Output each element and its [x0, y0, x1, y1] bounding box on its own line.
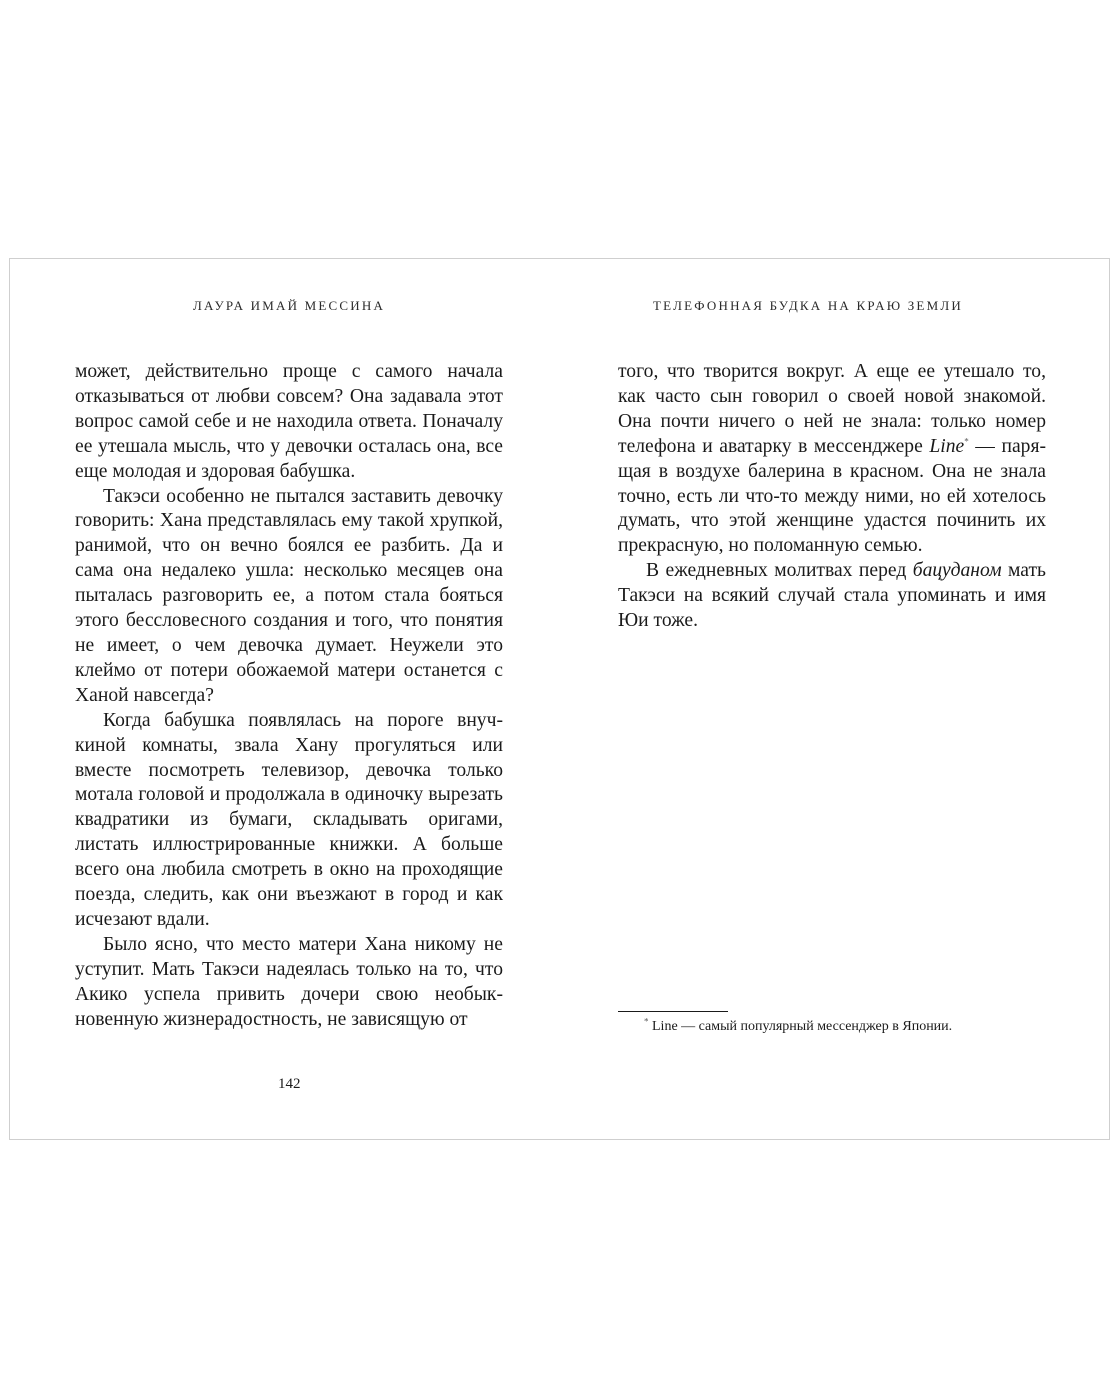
right-page-text — [618, 360, 1046, 634]
paragraph: Было ясно, что место матери Хана никому не уступит. Мать Такэси надеялась только на то, что Акико успела привить дочери свою необыкновенную жизнерадостность, не зависящую от — [75, 933, 503, 1030]
footnote-marker: * — [644, 1016, 649, 1027]
paragraph: Такэси особенно не пытался заставить девочку говорить: Хана представлялась ему такой хрупкой, ранимой, что он вечно боялся ее разбить. Да и сама она недалеко ушла: несколько месяцев она пыталась разговорить ее, а потом стала бояться этого бессловесного создания и того, что понятия не имеет, о чем девочка думает. Неужели это клеймо от потери обожаемой матери останется с Ханой навсегда? — [75, 485, 503, 706]
paragraph: Когда бабушка появлялась на пороге внучкиной комнаты, звала Хану прогуляться или вместе посмотреть телевизор, девочка только мотала головой и продолжала в одиночку вырезать квадратики из бумаги, складывать оригами, листать иллюстрированные книжки. А больше всего она любила смотреть в окно на проходящие поезда, следить, как они въезжают в город и как исчезают вдали. — [75, 709, 503, 930]
running-head-title: ТЕЛЕФОННАЯ БУДКА НА КРАЮ ЗЕМЛИ — [653, 298, 963, 313]
left-page-text — [75, 360, 503, 1032]
footnote-marker: * — [964, 436, 969, 447]
paragraph: может, действительно проще с самого начала отказываться от любви совсем? Она задавала этот вопрос самой себе и не находила ответа. Поначалу ее утешала мысль, что у девочки осталась она, все еще молодая и здоровая бабушка. — [75, 361, 503, 482]
italic-term: Line — [929, 435, 965, 457]
paragraph — [618, 559, 1046, 634]
paragraph-text: В ежедневных молитвах перед — [646, 560, 913, 582]
paragraph-text: — парящая в воздухе балерина в красном. Она не знала точно, есть ли что-то между ними, но ей хотелось думать, что этой женщине удастся починить их прекрасную, но поломанную семью. — [618, 435, 1046, 557]
italic-term: бацуданом — [912, 560, 1002, 582]
footnote-text: Line — самый популярный мессенджер в Японии. — [648, 1019, 953, 1034]
paragraph-text: мать Такэси на всякий случай стала упоминать и имя Юи тоже. — [618, 560, 1046, 632]
running-head-author: ЛАУРА ИМАЙ МЕССИНА — [193, 298, 386, 313]
paragraph-text: того, что творится вокруг. А еще ее утешало то, как часто сын говорил о своей новой знакомой. Она почти ничего о ней не знала: только номер телефона и аватарку в мессенджере — [618, 361, 1046, 457]
footnote-divider — [618, 1011, 728, 1012]
page-number: 142 — [278, 1076, 301, 1092]
footnote — [644, 1018, 952, 1036]
paragraph — [618, 360, 1046, 559]
